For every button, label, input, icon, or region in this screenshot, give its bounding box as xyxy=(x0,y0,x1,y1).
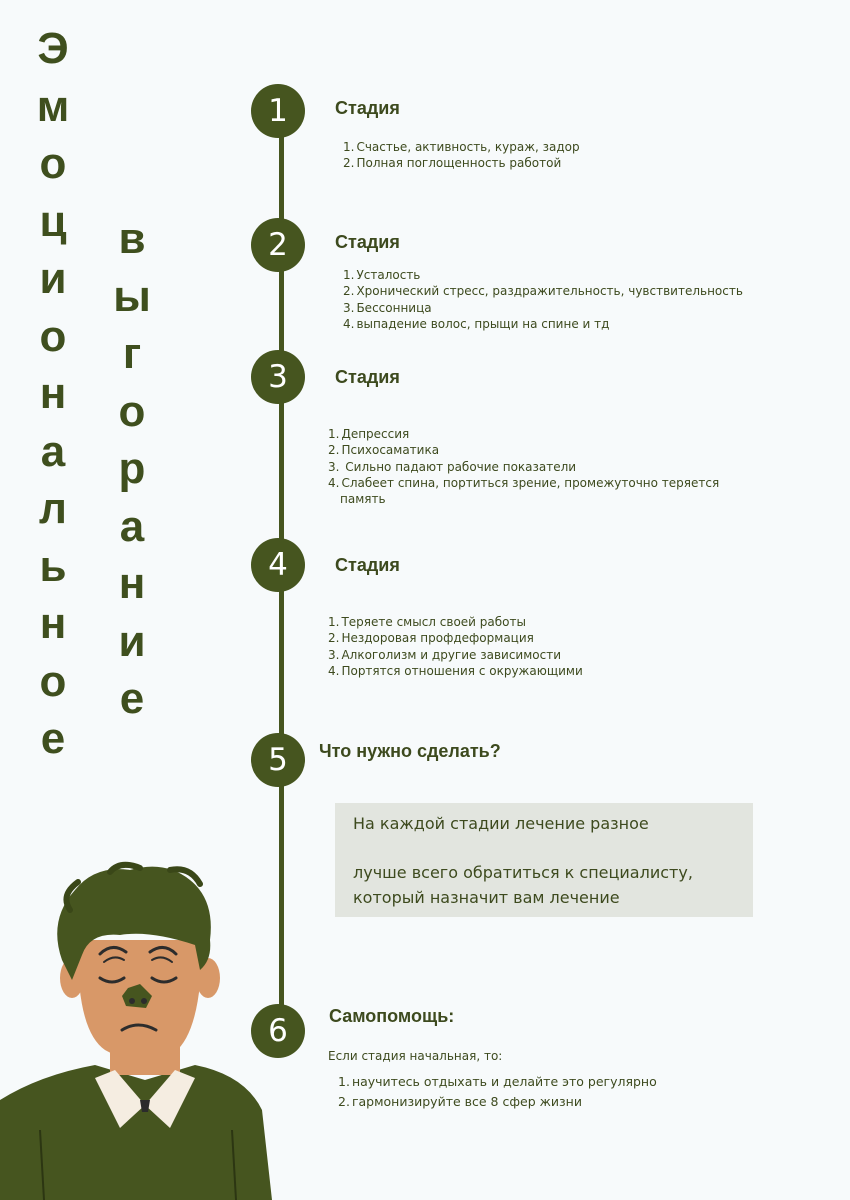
title-letter: е xyxy=(119,674,145,723)
stage-number-circle: 5 xyxy=(251,733,305,787)
list-item: 2. гармонизируйте все 8 сфер жизни xyxy=(338,1094,582,1109)
title-letter: ы xyxy=(113,271,151,321)
section-title: Что нужно сделать? xyxy=(319,741,501,761)
stage-number-circle: 1 xyxy=(251,84,305,138)
section-title: Самопомощь: xyxy=(329,1006,455,1026)
list-item: 4. Слабеет спина, портиться зрение, промежуточно теряется xyxy=(328,475,720,490)
list-item: 3. Бессонница xyxy=(343,300,432,315)
list-item: 1. Счастье, активность, кураж, задор xyxy=(343,140,580,154)
list-item: 2. Хронический стресс, раздражительность, чувствительность xyxy=(343,284,743,299)
list-item: 1. Депрессия xyxy=(328,427,410,441)
title-letter: г xyxy=(122,329,142,378)
title-letter: о xyxy=(39,311,67,361)
title-letter: а xyxy=(119,501,145,551)
stage-items xyxy=(343,267,743,332)
list-item: 2. Психосаматика xyxy=(328,443,440,458)
advice-text: На каждой стадии лечение разное xyxy=(353,814,649,833)
self-help-items xyxy=(338,1072,657,1112)
stage-number-circle: 6 xyxy=(251,1004,305,1058)
stage-number-circle: 4 xyxy=(251,538,305,592)
stage-title: Стадия xyxy=(335,367,400,387)
list-item: 1. Усталость xyxy=(343,268,421,282)
title-letter: м xyxy=(36,81,70,131)
list-item: 4. Портятся отношения с окружающими xyxy=(328,663,583,678)
title-line-1 xyxy=(28,20,78,768)
list-item: 3. Сильно падают рабочие показатели xyxy=(328,459,577,474)
stage-number-circle: 2 xyxy=(251,218,305,272)
title-letter: е xyxy=(40,714,66,763)
title-letter: о xyxy=(118,386,146,436)
title-letter: в xyxy=(118,214,146,263)
advice-box xyxy=(335,803,753,917)
title-letter: ь xyxy=(39,541,67,591)
self-help-intro: Если стадия начальная, то: xyxy=(328,1049,503,1063)
stage-title: Стадия xyxy=(335,555,400,575)
title-letter: Э xyxy=(37,24,69,73)
title-letter: и xyxy=(39,254,67,303)
list-item: 2. Полная поглощенность работой xyxy=(343,156,562,171)
advice-text: который назначит вам лечение xyxy=(353,888,620,907)
title-line-2 xyxy=(107,210,157,728)
list-item: 2. Нездоровая профдеформация xyxy=(328,631,534,646)
list-item-continuation: память xyxy=(340,492,386,507)
title-letter: н xyxy=(39,599,67,648)
stage-title: Стадия xyxy=(335,232,400,252)
stage-number-circle: 3 xyxy=(251,350,305,404)
advice-text: лучше всего обратиться к специалисту, xyxy=(353,863,693,882)
title-letter: ц xyxy=(39,196,67,246)
stage-items xyxy=(343,139,580,172)
title-letter: а xyxy=(40,426,66,476)
list-item: 1. Теряете смысл своей работы xyxy=(328,615,526,629)
tired-man-illustration xyxy=(0,860,290,1200)
list-item: 1. научитесь отдыхать и делайте это регулярно xyxy=(338,1074,657,1089)
title-letter: о xyxy=(39,656,67,706)
title-letter: р xyxy=(118,444,146,493)
list-item: 4. выпадение волос, прыщи на спине и тд xyxy=(343,316,610,331)
title-letter: и xyxy=(118,616,146,666)
title-letter: о xyxy=(39,139,67,188)
stage-title: Стадия xyxy=(335,98,400,118)
title-letter: н xyxy=(118,559,146,608)
stage-items xyxy=(328,426,719,507)
stage-items xyxy=(328,614,583,679)
title-letter: л xyxy=(39,484,67,533)
title-letter: н xyxy=(39,369,67,418)
list-item: 3. Алкоголизм и другие зависимости xyxy=(328,647,561,662)
